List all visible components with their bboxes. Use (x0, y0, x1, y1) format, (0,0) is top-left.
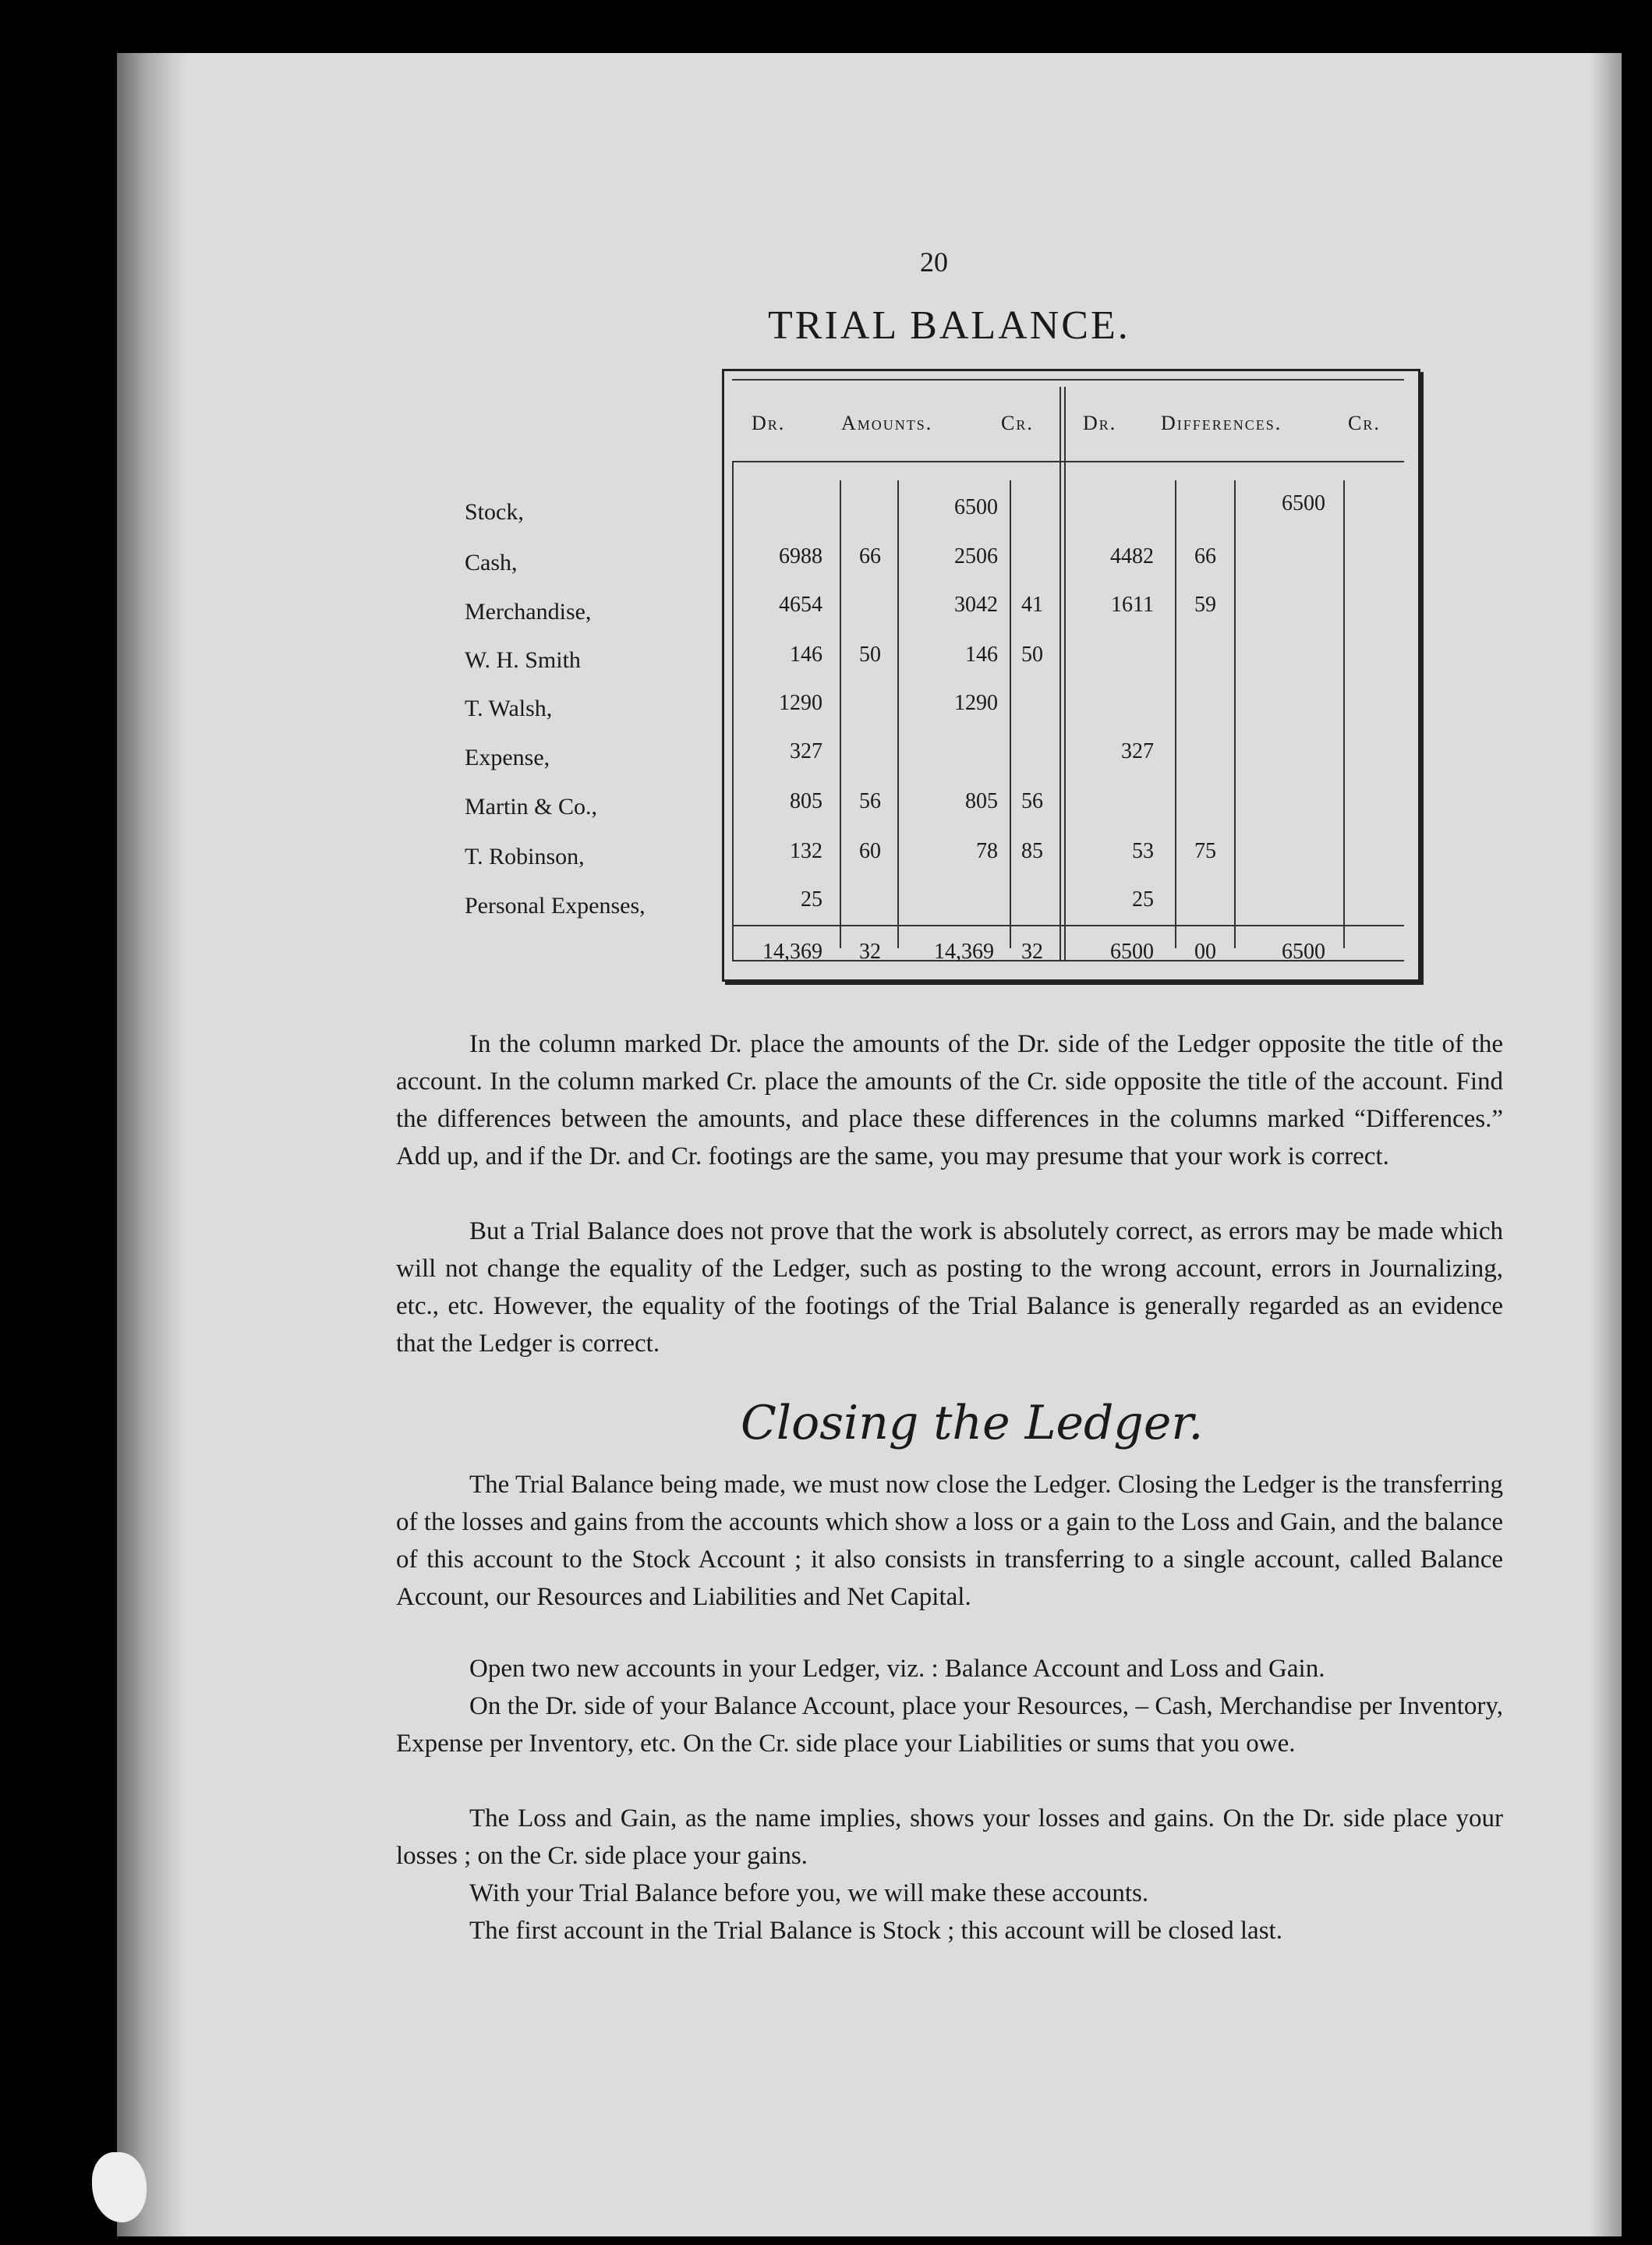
dr-cents: 60 (859, 839, 881, 863)
total-cr-amount: 14,369 (934, 940, 994, 964)
diff-dr-amount: 53 (1132, 839, 1154, 863)
account-label: Merchandise, (465, 599, 592, 625)
total-diff-dr-cents: 00 (1194, 940, 1216, 964)
paragraph: In the column marked Dr. place the amounts of the Dr. side of the Ledger opposite the title of the account. In the column marked Cr. place the amounts of the Cr. side opposite the title of the account. Find the differences between the amounts, and place these differences in the columns marked “Differences.” Add up, and if the Dr. and Cr. footings are the same, you may presume that your work is correct. (396, 1030, 1503, 1170)
col-line (1343, 480, 1345, 948)
dr-amount: 132 (790, 839, 822, 863)
account-label: Stock, (465, 499, 524, 525)
col-line (732, 461, 734, 960)
header-differences-cr: Cr. (1348, 412, 1381, 434)
paragraph: The Trial Balance being made, we must now close the Ledger. Closing the Ledger is the transferring of the losses and gains from the accounts which show a loss or a gain to the Loss and Gain, and the balance of this account to the Stock Account ; it also consists in transferring to a single account, called Balance Account, our Resources and Liabilities and Net Capital. (396, 1471, 1503, 1611)
paragraph: The first account in the Trial Balance is Stock ; this account will be closed last. (469, 1917, 1282, 1945)
section-heading: Closing the Ledger. (741, 1396, 1204, 1450)
cr-amount: 78 (976, 839, 998, 863)
account-label: T. Walsh, (465, 696, 553, 721)
dr-cents: 66 (859, 544, 881, 568)
diff-dr-amount: 1611 (1111, 593, 1154, 617)
header-amounts-dr: Dr. (752, 412, 786, 434)
cr-amount: 1290 (954, 691, 998, 715)
diff-dr-cents: 59 (1194, 593, 1216, 617)
diff-dr-cents: 75 (1194, 839, 1216, 863)
cr-cents: 85 (1021, 839, 1043, 863)
trial-balance-table (722, 369, 1420, 982)
dr-cents: 56 (859, 789, 881, 813)
total-dr-amount: 14,369 (762, 940, 822, 964)
dr-amount: 327 (790, 739, 822, 763)
page-number: 20 (920, 246, 948, 278)
paper-damage-spot (92, 2152, 147, 2222)
col-line (897, 480, 899, 948)
dr-amount: 6988 (779, 544, 822, 568)
paragraph: With your Trial Balance before you, we will make these accounts. (469, 1879, 1149, 1907)
diff-dr-cents: 66 (1194, 544, 1216, 568)
col-line (1064, 387, 1066, 960)
col-line (1059, 387, 1061, 960)
cr-cents: 41 (1021, 593, 1043, 617)
dr-amount: 146 (790, 643, 822, 667)
diff-dr-amount: 327 (1121, 739, 1154, 763)
cr-cents: 50 (1021, 643, 1043, 667)
total-dr-cents: 32 (859, 940, 881, 964)
table-top-rule (732, 379, 1404, 381)
cr-amount: 146 (965, 643, 998, 667)
total-diff-dr-amount: 6500 (1110, 940, 1154, 964)
dr-amount: 805 (790, 789, 822, 813)
page-title: TRIAL BALANCE. (768, 303, 1130, 348)
col-line (1010, 480, 1011, 948)
cr-amount: 3042 (954, 593, 998, 617)
total-diff-cr-amount: 6500 (1282, 940, 1325, 964)
total-cr-cents: 32 (1021, 940, 1043, 964)
diff-cr-amount: 6500 (1282, 491, 1325, 515)
account-label: T. Robinson, (465, 844, 585, 869)
paragraph: The Loss and Gain, as the name implies, shows your losses and gains. On the Dr. side place your losses ; on the Cr. side place your gains. (396, 1804, 1503, 1870)
cr-amount: 6500 (954, 495, 998, 519)
col-line (1175, 480, 1176, 948)
col-line (1234, 480, 1236, 948)
paragraph: Open two new accounts in your Ledger, viz. : Balance Account and Loss and Gain. (469, 1655, 1325, 1683)
dr-amount: 1290 (779, 691, 822, 715)
col-line (840, 480, 841, 948)
cr-amount: 805 (965, 789, 998, 813)
account-label: Personal Expenses, (465, 893, 646, 919)
dr-cents: 50 (859, 643, 881, 667)
header-differences: Differences. (1161, 412, 1282, 434)
account-label: Cash, (465, 550, 518, 575)
cr-cents: 56 (1021, 789, 1043, 813)
cr-amount: 2506 (954, 544, 998, 568)
account-label: Martin & Co., (465, 794, 597, 820)
header-amounts-cr: Cr. (1001, 412, 1034, 434)
page-edge-left (117, 53, 187, 2236)
totals-rule (732, 925, 1404, 926)
dr-amount: 4654 (779, 593, 822, 617)
paragraph: But a Trial Balance does not prove that the work is absolutely correct, as errors may be made which will not change the equality of the Ledger, such as posting to the wrong account, errors in Journalizing, etc., etc. However, the equality of the footings of the Trial Balance is generally regarded as an evidence that the Ledger is correct. (396, 1217, 1503, 1358)
page-edge-right (1590, 53, 1622, 2236)
diff-dr-amount: 4482 (1110, 544, 1154, 568)
header-amounts: Amounts. (841, 412, 933, 434)
account-label: Expense, (465, 745, 550, 770)
account-label: W. H. Smith (465, 647, 581, 673)
header-rule (732, 461, 1404, 462)
header-differences-dr: Dr. (1083, 412, 1117, 434)
dr-amount: 25 (801, 887, 822, 912)
diff-dr-amount: 25 (1132, 887, 1154, 912)
paragraph: On the Dr. side of your Balance Account, place your Resources, – Cash, Merchandise per Inventory, Expense per Inventory, etc. On the Cr. side place your Liabilities or sums that you owe. (396, 1692, 1503, 1758)
